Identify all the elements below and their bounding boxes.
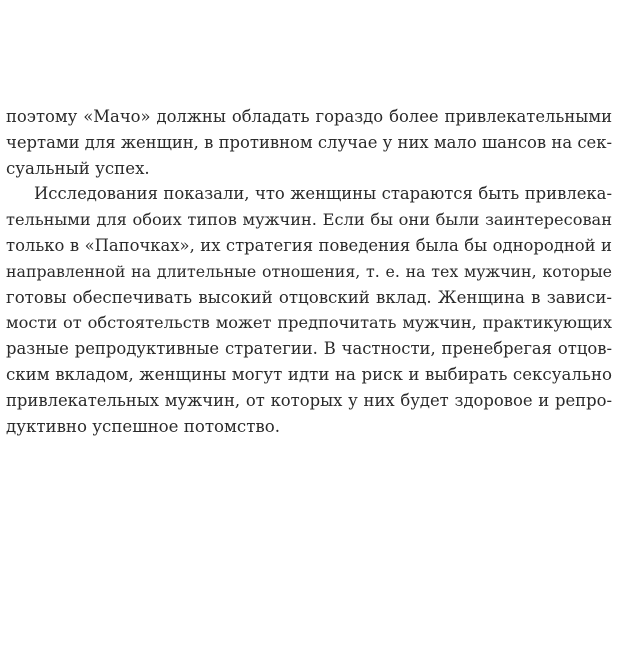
text-line: только в «Папочках», их стратегия поведения была бы однородной и (6, 235, 612, 255)
text-line: готовы обеспечивать высокий отцовский вклад. Женщина в зависи- (6, 287, 612, 307)
text-line: чертами для женщин, в противном случае у них мало шансов на сек- (6, 132, 612, 152)
text-line: Исследования показали, что женщины стараются быть привлека- (34, 184, 612, 204)
body-text (6, 104, 612, 439)
text-line: ским вкладом, женщины могут идти на риск и выбирать сексуально (6, 364, 612, 384)
text-line: тельными для обоих типов мужчин. Если бы они были заинтересован (6, 210, 612, 230)
text-line: мости от обстоятельств может предпочитать мужчин, практикующих (6, 313, 612, 333)
paragraph-1 (6, 104, 612, 181)
text-line: дуктивно успешное потомство. (6, 416, 280, 436)
text-line: привлекательных мужчин, от которых у них будет здоровое и репро- (6, 390, 612, 410)
text-line: суальный успех. (6, 158, 150, 178)
paragraph-2 (6, 181, 612, 439)
text-line: поэтому «Мачо» должны обладать гораздо более привлекательными (6, 107, 612, 126)
text-line: направленной на длительные отношения, т. е. на тех мужчин, которые (6, 261, 612, 281)
text-line: разные репродуктивные стратегии. В частности, пренебрегая отцов- (6, 339, 612, 359)
